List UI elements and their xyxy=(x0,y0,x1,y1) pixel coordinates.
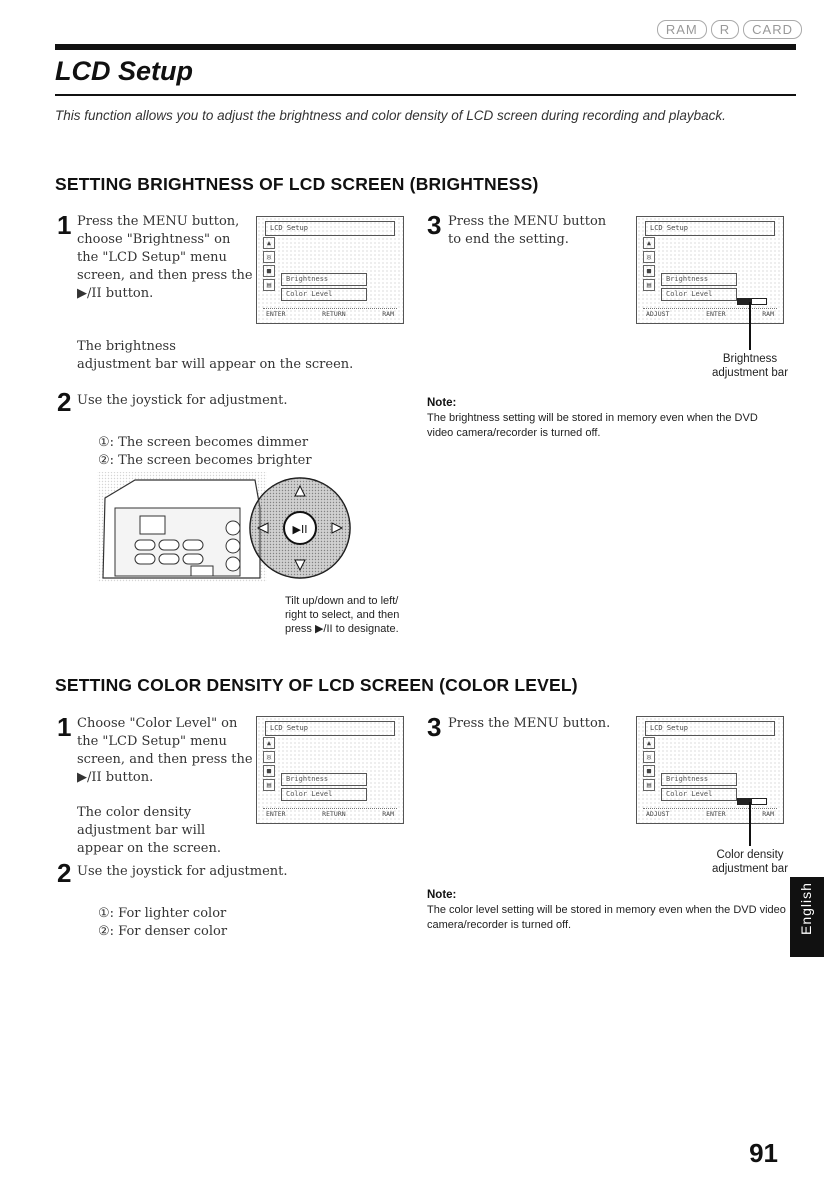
lcd-menu-screen-adjust xyxy=(636,716,784,824)
step-text xyxy=(77,213,257,303)
footer-enter: ENTER xyxy=(266,310,286,318)
callout-line-text: Color density xyxy=(716,849,784,861)
camera-button xyxy=(183,554,203,564)
top-rule xyxy=(55,44,796,50)
footer-return: RETURN xyxy=(322,310,346,318)
lcd-icon-column xyxy=(643,237,654,293)
menu-item-brightness: Brightness xyxy=(281,273,367,286)
step-line: to end the setting. xyxy=(448,232,569,247)
camera-button xyxy=(135,554,155,564)
step-line: ▶/II button. xyxy=(77,770,154,785)
menu-item-color-level: Color Level xyxy=(281,788,367,801)
lcd-menu-footer xyxy=(263,308,397,320)
step-line: The color density xyxy=(77,805,192,820)
intro-text: This function allows you to adjust the brightness and color density of LCD screen during recording and playback. xyxy=(55,108,726,123)
option-denser: ②: For denser color xyxy=(98,924,228,939)
language-tab xyxy=(790,877,824,957)
camera-dial xyxy=(226,539,240,553)
camera-button xyxy=(183,540,203,550)
menu-item-brightness: Brightness xyxy=(661,273,737,286)
footer-ram: RAM xyxy=(382,310,394,318)
menu-item-brightness: Brightness xyxy=(281,773,367,786)
footer-adjust: ADJUST xyxy=(646,810,670,818)
footer-enter: ENTER xyxy=(706,810,726,818)
callout-line-text: adjustment bar xyxy=(711,367,789,379)
lcd-menu-screen-adjust xyxy=(636,216,784,324)
lcd-menu-footer xyxy=(643,808,777,820)
step-note xyxy=(77,338,377,374)
option-list xyxy=(98,905,378,941)
lcd-icon-column xyxy=(263,737,274,793)
step-text xyxy=(448,213,628,249)
step-number: 3 xyxy=(427,712,442,742)
step-line: adjustment bar will appear on the screen. xyxy=(77,357,354,372)
note-heading: Note: xyxy=(427,889,457,901)
camera-button xyxy=(159,554,179,564)
lcd-icon-column xyxy=(643,737,654,793)
caption-line: right to select, and then xyxy=(285,609,400,621)
lcd-icon-column xyxy=(263,237,274,293)
title-rule xyxy=(55,94,796,96)
step-number: 1 xyxy=(57,210,72,240)
color-callout xyxy=(690,848,810,876)
step-line: Press the MENU button, xyxy=(77,214,240,229)
option-list xyxy=(98,434,378,470)
footer-ram: RAM xyxy=(762,810,774,818)
step-line: screen, and then press the xyxy=(77,752,253,767)
caption-line: Tilt up/down and to left/ xyxy=(285,595,399,607)
step-line: choose "Brightness" on xyxy=(77,232,231,247)
step-line: Press the MENU button xyxy=(448,214,607,229)
note-text: The color level setting will be stored in memory even when the DVD video camera/recorder is turned off. xyxy=(427,904,786,931)
note-heading: Note: xyxy=(427,397,457,409)
step-line: screen, and then press the xyxy=(77,268,253,283)
badge-r: R xyxy=(711,20,739,39)
menu-item-color-level: Color Level xyxy=(281,288,367,301)
note-text: The brightness setting will be stored in memory even when the DVD video camera/recorder is turned off. xyxy=(427,412,758,439)
step-text: Use the joystick for adjustment. xyxy=(77,393,288,408)
lcd-menu-title: LCD Setup xyxy=(645,221,775,236)
menu-item-color-level: Color Level xyxy=(661,288,737,301)
footer-return: RETURN xyxy=(322,810,346,818)
lcd-menu-screen xyxy=(256,216,404,324)
step-note xyxy=(77,804,277,858)
step-number: 2 xyxy=(57,387,72,417)
lcd-icon: ▤ xyxy=(643,279,655,291)
media-badges xyxy=(657,20,802,39)
step-line: ▶/II button. xyxy=(77,286,154,301)
disc-icon: ◎ xyxy=(263,751,275,763)
tilt-caption xyxy=(285,594,445,636)
callout-line-text: Brightness xyxy=(722,353,778,365)
setup-icon: ■ xyxy=(263,765,275,777)
step-line: the "LCD Setup" menu xyxy=(77,250,227,265)
step-line: the "LCD Setup" menu xyxy=(77,734,227,749)
camera-button xyxy=(135,540,155,550)
option-lighter: ①: For lighter color xyxy=(98,906,227,921)
step-number: 3 xyxy=(427,210,442,240)
step-number: 2 xyxy=(57,858,72,888)
camcorder-illustration xyxy=(95,468,380,593)
callout-line xyxy=(749,302,751,350)
setup-icon: ■ xyxy=(643,265,655,277)
caption-line: press ▶/II to designate. xyxy=(285,623,399,635)
svg-text:▶II: ▶II xyxy=(292,523,308,536)
footer-adjust: ADJUST xyxy=(646,310,670,318)
brightness-adjustment-bar[interactable] xyxy=(737,298,767,305)
option-dimmer: ①: The screen becomes dimmer xyxy=(98,435,309,450)
lcd-menu-title: LCD Setup xyxy=(265,221,395,236)
disc-icon: ◎ xyxy=(263,251,275,263)
callout-line-text: adjustment bar xyxy=(711,863,789,875)
step-text: Press the MENU button. xyxy=(448,716,611,731)
lcd-menu-title: LCD Setup xyxy=(265,721,395,736)
step-line: appear on the screen. xyxy=(77,841,221,856)
camera-slot xyxy=(191,566,213,576)
section-heading-color: SETTING COLOR DENSITY OF LCD SCREEN (COLOR LEVEL) xyxy=(55,675,578,695)
footer-ram: RAM xyxy=(762,310,774,318)
footer-enter: ENTER xyxy=(706,310,726,318)
camera-icon: ▲ xyxy=(643,237,655,249)
footer-ram: RAM xyxy=(382,810,394,818)
color-adjustment-bar[interactable] xyxy=(737,798,767,805)
badge-card: CARD xyxy=(743,20,802,39)
lcd-menu-footer xyxy=(263,808,397,820)
page-number: 91 xyxy=(749,1138,778,1168)
language-label: English xyxy=(798,882,814,935)
step-line: The brightness xyxy=(77,339,176,354)
lcd-icon: ▤ xyxy=(263,779,275,791)
disc-icon: ◎ xyxy=(643,251,655,263)
camera-button xyxy=(159,540,179,550)
section-heading-brightness: SETTING BRIGHTNESS OF LCD SCREEN (BRIGHTNESS) xyxy=(55,174,539,194)
footer-enter: ENTER xyxy=(266,810,286,818)
lcd-menu-title: LCD Setup xyxy=(645,721,775,736)
step-number: 1 xyxy=(57,712,72,742)
brightness-callout xyxy=(690,352,810,380)
callout-line xyxy=(749,802,751,846)
setup-icon: ■ xyxy=(263,265,275,277)
lcd-menu-screen xyxy=(256,716,404,824)
camera-screen-icon xyxy=(140,516,165,534)
camera-icon: ▲ xyxy=(643,737,655,749)
camera-dial xyxy=(226,557,240,571)
page-title: LCD Setup xyxy=(55,56,193,86)
option-brighter: ②: The screen becomes brighter xyxy=(98,453,312,468)
menu-item-color-level: Color Level xyxy=(661,788,737,801)
badge-ram: RAM xyxy=(657,20,707,39)
step-line: adjustment bar will xyxy=(77,823,206,838)
menu-item-brightness: Brightness xyxy=(661,773,737,786)
camera-icon: ▲ xyxy=(263,237,275,249)
step-line: Choose "Color Level" on xyxy=(77,716,238,731)
camera-dial xyxy=(226,521,240,535)
lcd-icon: ▤ xyxy=(643,779,655,791)
disc-icon: ◎ xyxy=(643,751,655,763)
step-text: Use the joystick for adjustment. xyxy=(77,864,288,879)
lcd-icon: ▤ xyxy=(263,279,275,291)
lcd-menu-footer xyxy=(643,308,777,320)
setup-icon: ■ xyxy=(643,765,655,777)
camera-icon: ▲ xyxy=(263,737,275,749)
step-text xyxy=(77,715,257,787)
